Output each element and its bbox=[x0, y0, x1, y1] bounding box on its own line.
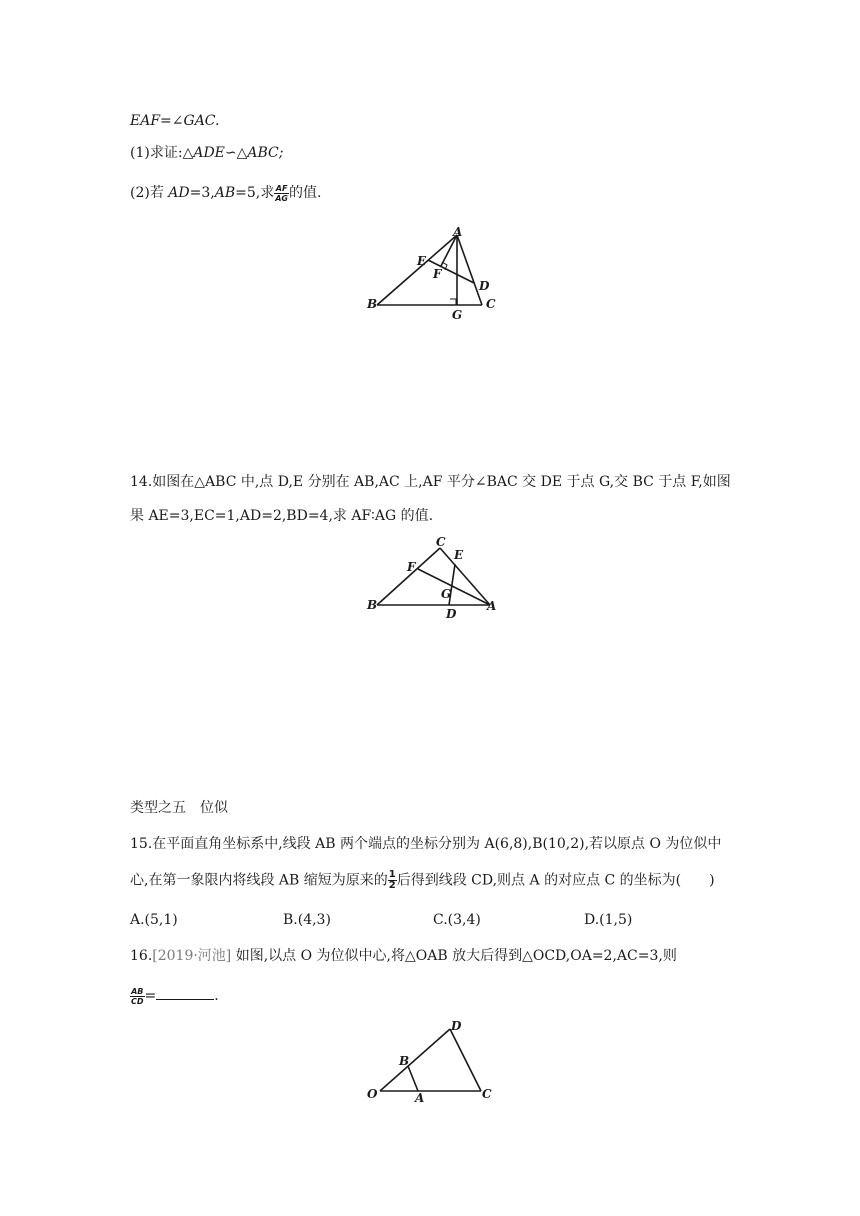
q13-part2: (2)若 AD=3,AB=5,求 $\frac{AF}{AG}$ 的值. bbox=[130, 183, 322, 203]
q15-option-b: B.(4,3) bbox=[283, 912, 331, 928]
fraction-one-half: $\frac{1}{2}$ bbox=[388, 869, 396, 891]
q13-label-c: C bbox=[486, 297, 496, 311]
q16-text-line2: $\frac{AB}{CD}$ = . bbox=[131, 986, 219, 1006]
q14-text-line1: 14.如图在△ABC 中,点 D,E 分别在 AB,AC 上,AF 平分∠BAC 交 DE 于点 G,交 BC 于点 F,如图 bbox=[130, 474, 731, 490]
q13-label-d: D bbox=[479, 279, 490, 293]
answer-blank[interactable] bbox=[156, 987, 214, 1000]
q16-label-a: A bbox=[415, 1091, 425, 1105]
q13-label-f: F bbox=[433, 267, 442, 281]
q14-label-g: G bbox=[441, 587, 452, 601]
q14-figure bbox=[360, 532, 510, 622]
q13-continuation: EAF=∠GAC. bbox=[130, 113, 220, 129]
q15-text-line1: 15.在平面直角坐标系中,线段 AB 两个端点的坐标分别为 A(6,8),B(10,2),若以原点 O 为位似中 bbox=[130, 836, 722, 852]
q14-label-c: C bbox=[436, 535, 446, 549]
q13-part1: (1)求证:△ADE∽△ABC; bbox=[130, 145, 284, 161]
q14-text-line2: 果 AE=3,EC=1,AD=2,BD=4,求 AF∶AG 的值. bbox=[130, 508, 434, 524]
q14-label-d: D bbox=[446, 607, 457, 621]
q16-source: [2019·河池] bbox=[152, 948, 232, 964]
q14-label-f: F bbox=[407, 560, 416, 574]
section-title: 类型之五 位似 bbox=[130, 800, 228, 816]
q15-text-line2: 心,在第一象限内将线段 AB 缩短为原来的 $\frac{1}{2}$ 后得到线段 CD,则点 A 的对应点 C 的坐标为( ) bbox=[130, 869, 715, 891]
q14-label-a: A bbox=[487, 599, 497, 613]
q16-label-o: O bbox=[367, 1087, 378, 1101]
q14-label-e: E bbox=[454, 548, 464, 562]
q14-label-b: B bbox=[367, 598, 378, 612]
q16-text-line1: 16.[2019·河池] 如图,以点 O 为位似中心,将△OAB 放大后得到△OCD,OA=2,AC=3,则 bbox=[130, 948, 677, 964]
q15-option-a: A.(5,1) bbox=[130, 912, 178, 928]
q13-label-b: B bbox=[367, 297, 378, 311]
q15-option-c: C.(3,4) bbox=[433, 912, 481, 928]
q16-label-b: B bbox=[399, 1054, 410, 1068]
q15-option-d: D.(1,5) bbox=[584, 912, 633, 928]
q16-label-c: C bbox=[482, 1087, 492, 1101]
q16-figure bbox=[360, 1015, 510, 1110]
fraction-ab-cd: $\frac{AB}{CD}$ bbox=[131, 986, 144, 1006]
q13-label-g: G bbox=[452, 308, 463, 322]
q13-label-a: A bbox=[453, 225, 463, 239]
q16-label-d: D bbox=[451, 1019, 462, 1033]
q13-label-e: E bbox=[417, 254, 427, 268]
q13-figure bbox=[360, 222, 510, 322]
fraction-af-ag: $\frac{AF}{AG}$ bbox=[275, 183, 288, 203]
